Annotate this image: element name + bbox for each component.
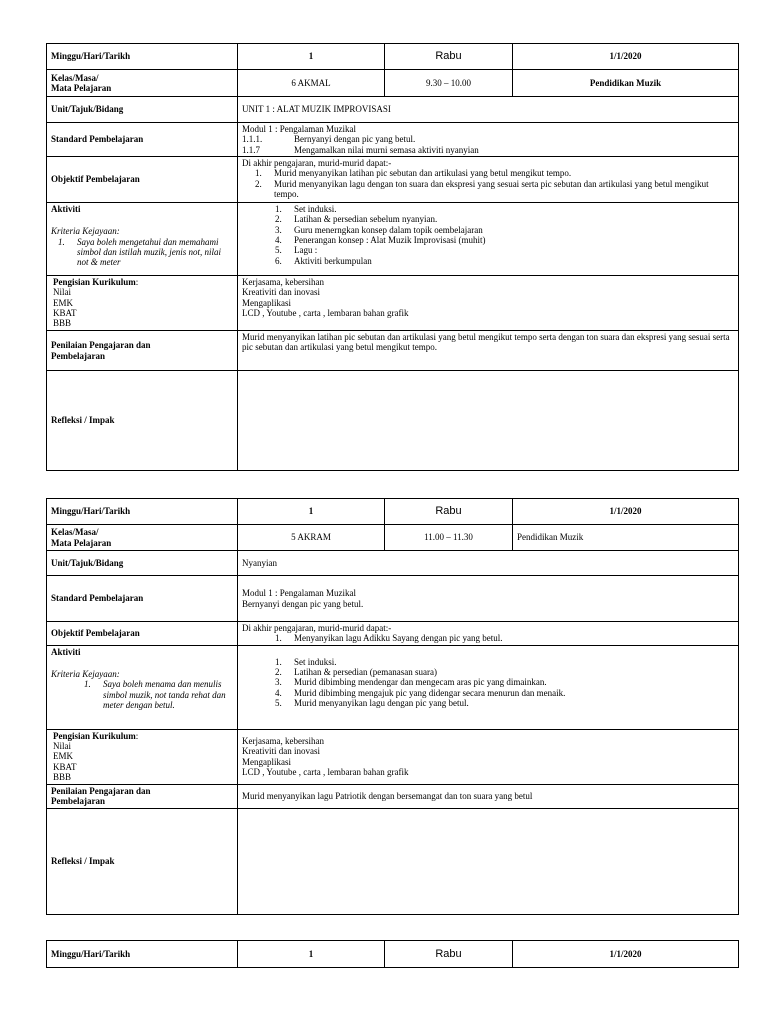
objektif-value: Di akhir pengajaran, murid-murid dapat:- 1. Menyanyikan lagu Adikku Sayang dengan pic yang betul. (238, 622, 739, 646)
aktiviti-item: 5. Murid menyanyikan lagu dengan pic yang betul. (284, 698, 734, 708)
objektif-item: 2. Murid menyanyikan lagu dengan ton suara dan ekspresi yang sesuai serta pic sebutan dan artikulasi yang betul mengikut tempo. (264, 179, 734, 200)
label-aktiviti: Aktiviti Kriteria Kejayaan: 1. Saya boleh mengetahui dan memahami simbol dan istilah muzik, jenis not, nilai not & meter (47, 203, 238, 276)
standard-value: Modul 1 : Pengalaman Muzikal 1.1.1. Bernyanyi dengan pic yang betul. 1.1.7 Mengamalkan nilai murni semasa aktiviti nyanyian (238, 123, 739, 157)
label-standard: Standard Pembelajaran (47, 123, 238, 157)
tarikh-value: 1/1/2020 (513, 44, 739, 70)
minggu-value: 1 (238, 941, 385, 968)
label-kelas: Kelas/Masa/ Mata Pelajaran (47, 525, 238, 551)
label-minggu: Minggu/Hari/Tarikh (47, 44, 238, 70)
aktiviti-value (238, 203, 739, 276)
lesson-plan-table-1 (46, 43, 739, 471)
objektif-item: 1. Murid menyanyikan latihan pic sebutan dan artikulasi yang betul mengikut tempo. (264, 168, 734, 178)
minggu-value: 1 (238, 499, 385, 525)
tarikh-value: 1/1/2020 (513, 499, 739, 525)
masa-value: 9.30 – 10.00 (385, 70, 513, 97)
pengisian-value: Kerjasama, kebersihan Kreativiti dan inovasi Mengaplikasi LCD , Youtube , carta , lembaran bahan grafik (238, 729, 739, 784)
aktiviti-item: 1. Set induksi. (284, 204, 734, 214)
unit-value: Nyanyian (238, 551, 739, 576)
kriteria-item: 1. Saya boleh mengetahui dan memahami simbol dan istilah muzik, jenis not, nilai not & meter (67, 237, 233, 268)
refleksi-value[interactable] (238, 371, 739, 471)
aktiviti-item: 6. Aktiviti berkumpulan (284, 256, 734, 266)
hari-value: Rabu (385, 44, 513, 70)
aktiviti-item: 4. Murid dibimbing mengajuk pic yang didengar secara menurun dan menaik. (284, 688, 734, 698)
objektif-value: Di akhir pengajaran, murid-murid dapat:- 1. Murid menyanyikan latihan pic sebutan dan artikulasi yang betul mengikut tempo. 2. Murid menyanyikan lagu dengan ton suara dan ekspresi yang sesuai serta pic sebutan dan artikulasi yang betul mengikut tempo. (238, 157, 739, 203)
tarikh-value: 1/1/2020 (513, 941, 739, 968)
pengisian-value: Kerjasama, kebersihan Kreativiti dan inovasi Mengaplikasi LCD , Youtube , carta , lembaran bahan grafik (238, 276, 739, 331)
label-minggu: Minggu/Hari/Tarikh (47, 941, 238, 968)
label-penilaian: Penilaian Pengajaran dan Pembelajaran (47, 784, 238, 808)
hari-value: Rabu (385, 941, 513, 968)
label-objektif: Objektif Pembelajaran (47, 157, 238, 203)
hari-value: Rabu (385, 499, 513, 525)
label-objektif: Objektif Pembelajaran (47, 622, 238, 646)
aktiviti-item: 3. Guru menerngkan konsep dalam topik oembelajaran (284, 225, 734, 235)
label-pengisian: Pengisian Kurikulum: Nilai EMK KBAT BBB (47, 729, 238, 784)
label-refleksi: Refleksi / Impak (47, 808, 238, 914)
aktiviti-item: 2. Latihan & persedian (pemanasan suara) (284, 667, 734, 677)
label-unit: Unit/Tajuk/Bidang (47, 551, 238, 576)
penilaian-value: Murid menyanyikan lagu Patriotik dengan bersemangat dan ton suara yang betul (238, 784, 739, 808)
aktiviti-item: 5. Lagu : (284, 245, 734, 255)
aktiviti-item: 4. Penerangan konsep : Alat Muzik Improvisasi (muhit) (284, 235, 734, 245)
label-aktiviti: Aktiviti Kriteria Kejayaan: 1. Saya boleh menama dan menulis simbol muzik, not tanda rehat dan meter dengan betul. (47, 645, 238, 729)
kriteria-item: 1. Saya boleh menama dan menulis simbol muzik, not tanda rehat dan meter dengan betul. (93, 679, 233, 710)
lesson-plan-table-2 (46, 498, 739, 915)
label-unit: Unit/Tajuk/Bidang (47, 97, 238, 123)
aktiviti-item: 1. Set induksi. (284, 657, 734, 667)
unit-value: UNIT 1 : ALAT MUZIK IMPROVISASI (238, 97, 739, 123)
lesson-plan-table-3 (46, 940, 739, 968)
refleksi-value[interactable] (238, 808, 739, 914)
aktiviti-item: 2. Latihan & persedian sebelum nyanyian. (284, 214, 734, 224)
masa-value: 11.00 – 11.30 (385, 525, 513, 551)
subjek-value: Pendidikan Muzik (513, 70, 739, 97)
aktiviti-item: 3. Murid dibimbing mendengar dan mengecam aras pic yang dimainkan. (284, 677, 734, 687)
label-refleksi: Refleksi / Impak (47, 371, 238, 471)
label-penilaian: Penilaian Pengajaran dan Pembelajaran (47, 331, 238, 371)
kelas-value: 6 AKMAL (238, 70, 385, 97)
minggu-value: 1 (238, 44, 385, 70)
subjek-value: Pendidikan Muzik (513, 525, 739, 551)
objektif-item: 1. Menyanyikan lagu Adikku Sayang dengan pic yang betul. (284, 633, 734, 643)
label-standard: Standard Pembelajaran (47, 576, 238, 622)
aktiviti-value (238, 645, 739, 729)
label-kelas: Kelas/Masa/ Mata Pelajaran (47, 70, 238, 97)
kelas-value: 5 AKRAM (238, 525, 385, 551)
standard-value: Modul 1 : Pengalaman Muzikal Bernyanyi dengan pic yang betul. (238, 576, 739, 622)
label-pengisian: Pengisian Kurikulum: Nilai EMK KBAT BBB (47, 276, 238, 331)
label-minggu: Minggu/Hari/Tarikh (47, 499, 238, 525)
penilaian-value: Murid menyanyikan latihan pic sebutan dan artikulasi yang betul mengikut tempo serta dengan ton suara dan ekspresi yang sesuai serta pic sebutan dan artikulasi yang betul mengikut tempo. (238, 331, 739, 371)
